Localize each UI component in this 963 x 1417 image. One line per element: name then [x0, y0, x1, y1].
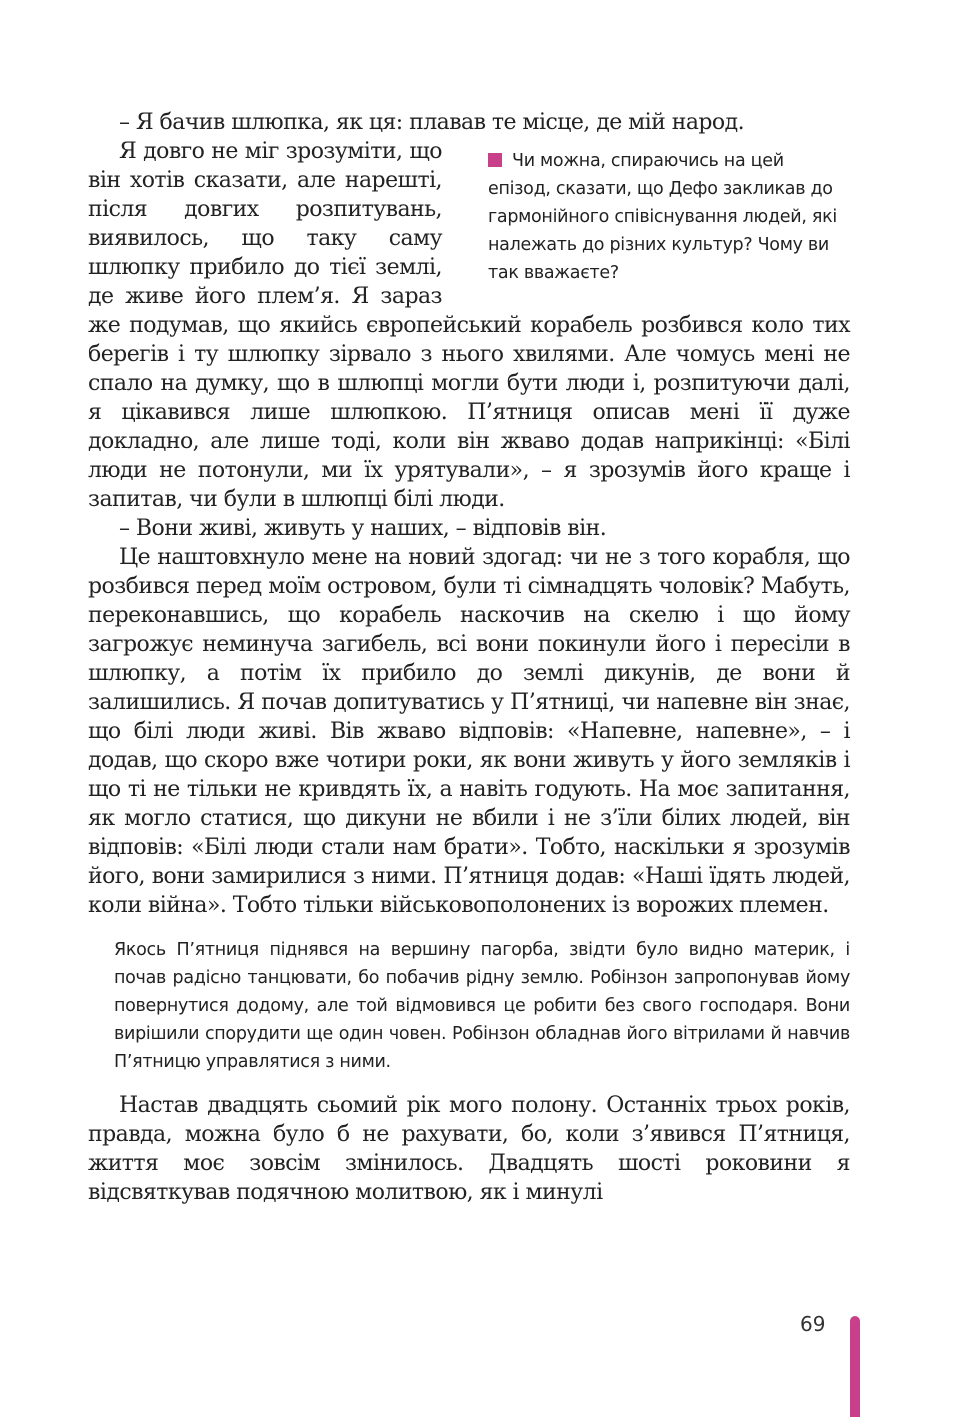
page-content: [88, 108, 850, 1207]
main-text: [88, 108, 850, 920]
paragraph-2: [88, 137, 850, 514]
paragraph-4: Це наштовхнуло мене на новий здогад: чи не з того корабля, що розбився перед моїм островом, були ті сімнадцять чоловік? Мабуть, переконавшись, що корабель наскочив на скелю і що йому загрожує неминуча загибель, всі вони покинули його і пересіли в шлюпку, а потім їх прибило до землі дикунів, де вони й залишились. Я почав допитуватись у П’ятниці, чи напевне він знає, що білі люди живі. Вів жваво відповів: «Напевне, напевне», – і додав, що скоро вже чотири роки, як вони живуть у його земляків і що ті не тільки не кривдять їх, а навіть годують. На моє запитання, як могло статися, що дикуни не вбили і не з’їли білих людей, він відповів: «Білі люди стали нам брати». Тобто, наскільки я зрозумів його, вони замирилися з ними. П’ятниця додав: «Наші їдять людей, коли війна». Тобто тільки військовополонених із ворожих племен.: [88, 545, 850, 918]
sidebar-question: [488, 147, 850, 287]
sidebar-question-text: Чи можна, спираючись на цей епізод, сказати, що Дефо закликав до гармонійного співіснування людей, які належать до різних культур? Чому ви так вважаєте?: [488, 151, 837, 283]
continuation-text: [88, 1091, 850, 1207]
square-bullet-icon: [488, 153, 502, 167]
paragraph-3: – Вони живі, живуть у наших, – відповів він.: [119, 516, 607, 541]
paragraph-1: – Я бачив шлюпка, як ця: плавав те місце, де мій народ.: [119, 110, 745, 135]
page-number: 69: [800, 1312, 826, 1336]
summary-text: Якось П’ятниця піднявся на вершину пагорба, звідти було видно материк, і почав радісно танцювати, бо побачив рідну землю. Робінзон запропонував йому повернутися додому, але той відмовився це робити без свого господаря. Вони вирішили спорудити ще один човен. Робінзон обладнав його вітрилами й навчив П’ятницю управлятися з ними.: [114, 940, 850, 1072]
page-edge-marker: [850, 1316, 860, 1417]
paragraph-5: Настав двадцять сьомий рік мого полону. Останніх трьох років, правда, можна було б не рахувати, бо, коли з’явився П’ятниця, життя моє зовсім змінилось. Двадцять шості роковини я відсвяткував подячною молитвою, як і минулі: [88, 1093, 850, 1205]
paragraph-2-text: Я довго не міг зрозуміти, що він хотів сказати, але нарешті, після довгих розпитувань, виявилось, що таку саму шлюпку прибило до тієї землі, де живе його плем’я. Я зараз же подумав, що якийсь європейський корабель розбився коло тих берегів і ту шлюпку зірвало з нього хвилями. Але чомусь мені не спало на думку, що в шлюпці могли бути люди і, розпитуючи далі, я цікавився лише шлюпкою. П’ятниця описав мені її дуже докладно, але лише тоді, коли він жваво додав наприкінці: «Білі люди не потонули, ми їх урятували», – я зрозумів його краще і запитав, чи були в шлюпці білі люди.: [88, 139, 850, 512]
